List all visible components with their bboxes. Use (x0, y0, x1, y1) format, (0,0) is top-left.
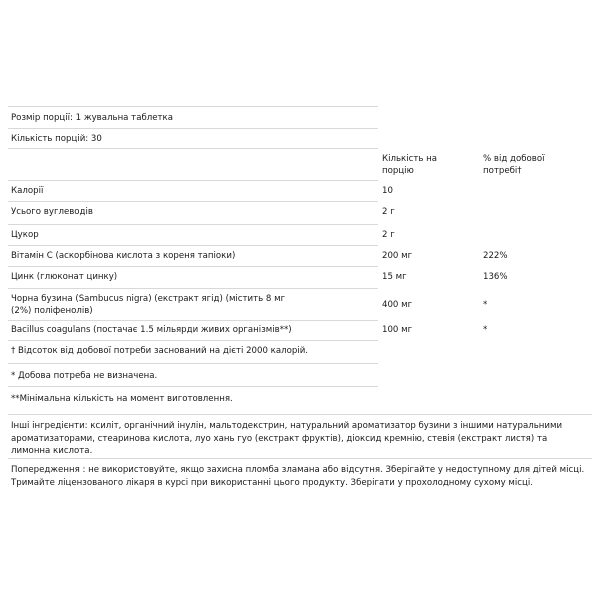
nutrient-name: Цинк (глюконат цинку) (11, 272, 118, 282)
nutrient-amount: 200 мг (382, 251, 413, 261)
nutrient-amount: 2 г (382, 207, 395, 217)
other-ingredients-text: Інші інгредієнти: ксиліт, органічний інулін, мальтодекстрин, натуральний ароматизатор бузини з іншими натуральними ароматизаторами, стеаринова кислота, луо хань гуо (екстракт фруктів), діоксид кремнію, стевія (екстракт листя) та лимонна кислота. (11, 421, 563, 456)
nutrient-amount: 10 (382, 186, 393, 196)
nutrient-daily-value: 136% (483, 272, 508, 282)
nutrient-name: Вітамін С (аскорбінова кислота з кореня тапіоки) (11, 251, 236, 261)
nutrient-name: Калорії (11, 186, 44, 196)
nutrient-row (8, 180, 393, 201)
warnings-text: Попередження : не використовуйте, якщо захисна пломба зламана або відсутня. Зберігайте у недоступному для дітей місці. Тримайте ліцензованого лікаря в курсі при використанні цього продукту. Зберігати у прохолодному сухому місці. (11, 465, 585, 488)
nutrient-name: Bacillus coagulans (постачає 1.5 мільярди живих організмів**) (11, 325, 292, 335)
nutrient-name: Чорна бузина (Sambucus nigra) (екстракт ягід) (містить 8 мг (2%) поліфенолів) (11, 294, 286, 316)
footnote-row (8, 386, 378, 408)
nutrient-daily-value: * (483, 325, 488, 335)
daily-value-column-header: % від добової потребі† (483, 154, 545, 176)
supplement-facts-panel (8, 106, 545, 408)
warnings-section (8, 458, 592, 489)
nutrient-row (8, 266, 508, 288)
nutrient-row (8, 224, 395, 245)
other-ingredients-section (8, 414, 592, 458)
footnote-daily-value-basis: † Відсоток від добової потреби заснований на дієті 2000 калорій. (11, 346, 309, 356)
nutrient-amount: 400 мг (382, 300, 413, 310)
nutrient-amount: 2 г (382, 230, 395, 240)
nutrient-amount: 100 мг (382, 325, 413, 335)
serving-size-row (8, 106, 378, 128)
nutrient-row (8, 288, 488, 320)
serving-size: Розмір порції: 1 жувальна таблетка (11, 113, 173, 123)
footnote-minimum-amount: **Мінімальна кількість на момент виготовлення. (11, 394, 233, 404)
nutrient-row (8, 201, 395, 224)
column-header-row (8, 148, 545, 180)
nutrient-row (8, 320, 488, 340)
nutrient-name: Цукор (11, 230, 39, 240)
footnote-row (8, 340, 378, 363)
nutrient-daily-value: 222% (483, 251, 508, 261)
nutrient-amount: 15 мг (382, 272, 407, 282)
servings-per-container: Кількість порцій: 30 (11, 134, 102, 144)
nutrient-daily-value: * (483, 300, 488, 310)
nutrient-name: Усього вуглеводів (11, 207, 93, 217)
amount-column-header: Кількість на порцію (382, 154, 438, 176)
servings-per-container-row (8, 128, 378, 148)
nutrient-row (8, 245, 508, 266)
footnote-not-established: * Добова потреба не визначена. (11, 371, 158, 381)
footnote-row (8, 363, 378, 386)
